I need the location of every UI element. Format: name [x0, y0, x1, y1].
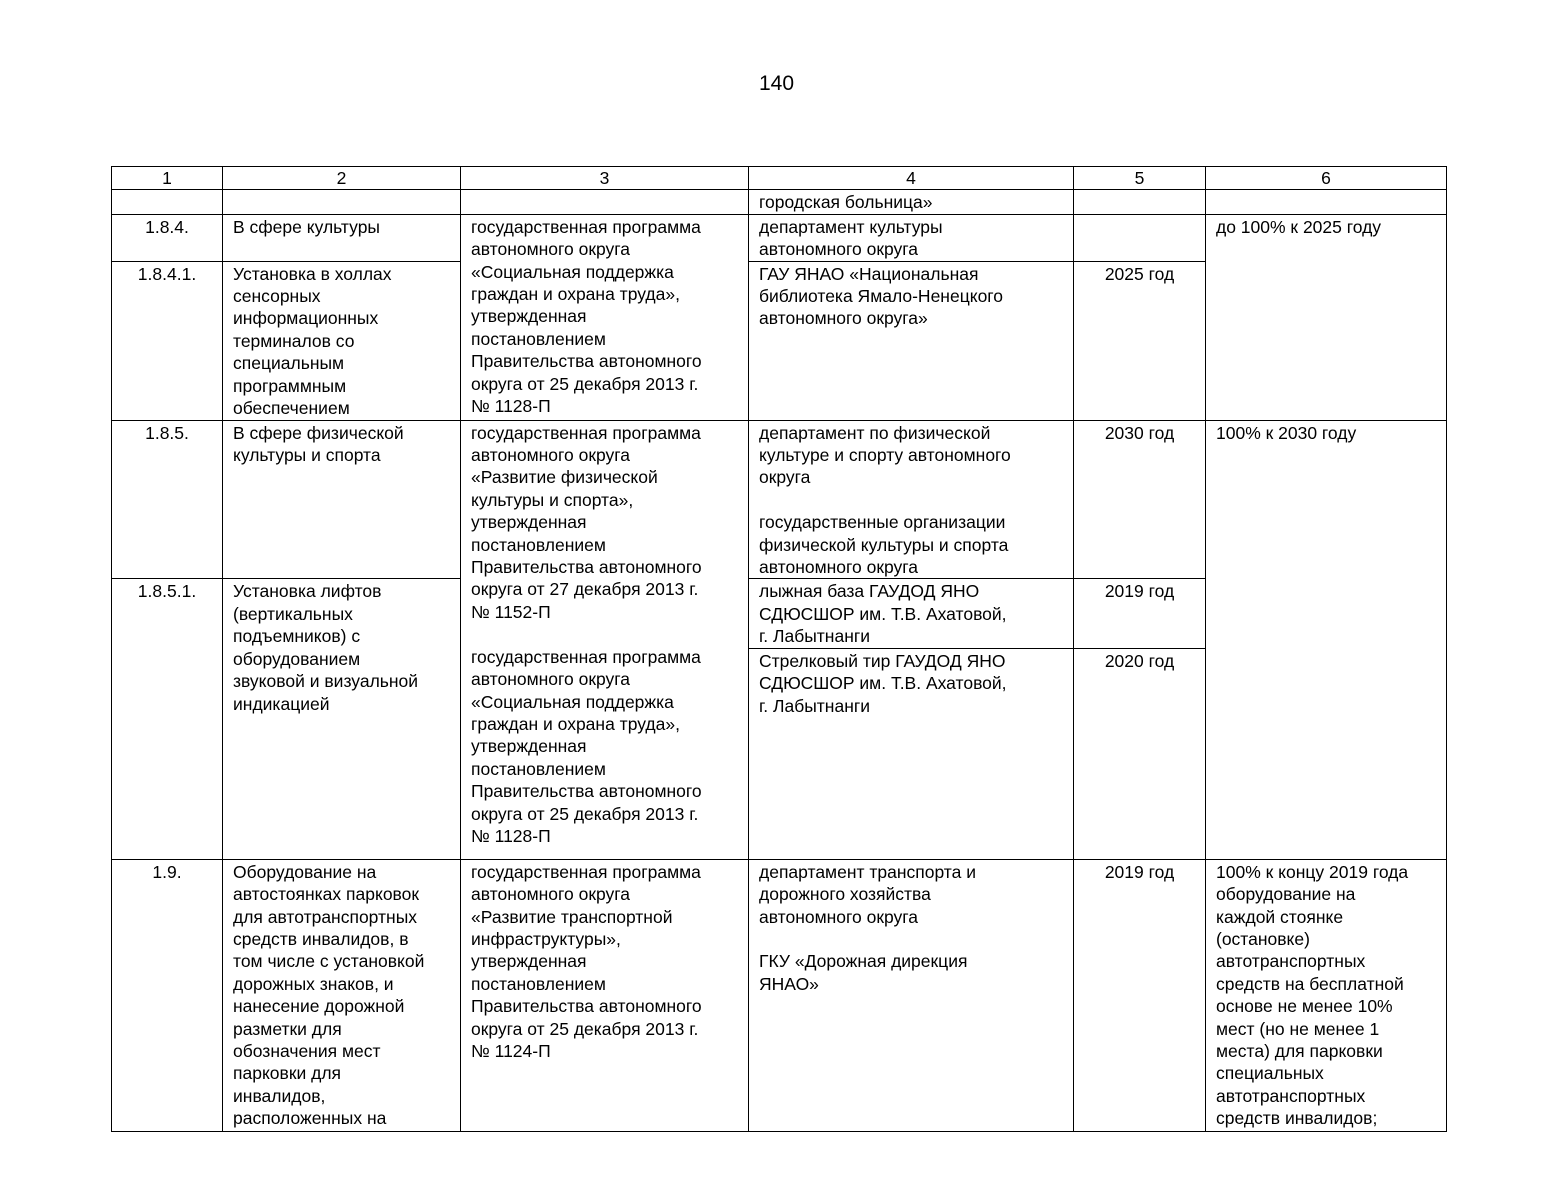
cell-term: 2020 год [1074, 648, 1206, 859]
cell-executor: департамент культуры автономного округа [749, 214, 1074, 261]
cell-term: 2025 год [1074, 261, 1206, 420]
measures-table [111, 166, 1447, 1132]
cell-num: 1.8.5. [112, 420, 223, 579]
cell-name: Оборудование на автостоянках парковок для автотранспортных средств инвалидов, в том числе с установкой дорожных знаков, и нанесение дорожной разметки для обозначения мест парковки для инвалидов, расположенных на [223, 859, 461, 1131]
cell-num: 1.8.4.1. [112, 261, 223, 420]
cell-executor: ГАУ ЯНАО «Национальная библиотека Ямало-Ненецкого автономного округа» [749, 261, 1074, 420]
cell-name [223, 190, 461, 214]
cell-program [461, 190, 749, 214]
cell-target: 100% к 2030 году [1206, 420, 1447, 859]
table-header-row [112, 167, 1447, 190]
cell-executor: департамент по физической культуре и спорту автономного округа государственные организации физической культуры и спорта автономного округа [749, 420, 1074, 579]
cell-program: государственная программа автономного округа «Развитие физической культуры и спорта», утвержденная постановлением Правительства автономного округа от 27 декабря 2013 г. № 1152-П государственная программа автономного округа «Социальная поддержка граждан и охрана труда», утвержденная постановлением Правительства автономного округа от 25 декабря 2013 г. № 1128-П [461, 420, 749, 859]
cell-target [1206, 190, 1447, 214]
cell-name: В сфере физической культуры и спорта [223, 420, 461, 579]
cell-term: 2019 год [1074, 579, 1206, 648]
cell-program: государственная программа автономного округа «Развитие транспортной инфраструктуры», утвержденная постановлением Правительства автономного округа от 25 декабря 2013 г. № 1124-П [461, 859, 749, 1131]
cell-term: 2019 год [1074, 859, 1206, 1131]
cell-target: до 100% к 2025 году [1206, 214, 1447, 420]
cell-name: В сфере культуры [223, 214, 461, 261]
cell-term [1074, 214, 1206, 261]
page-number: 140 [758, 72, 795, 95]
cell-executor: лыжная база ГАУДОД ЯНО СДЮСШОР им. Т.В. Ахатовой, г. Лабытнанги [749, 579, 1074, 648]
cell-term [1074, 190, 1206, 214]
table-row [112, 859, 1447, 1131]
cell-name: Установка лифтов (вертикальных подъемников) с оборудованием звуковой и визуальной индикацией [223, 579, 461, 859]
cell-num: 1.8.5.1. [112, 579, 223, 859]
cell-executor: Стрелковый тир ГАУДОД ЯНО СДЮСШОР им. Т.В. Ахатовой, г. Лабытнанги [749, 648, 1074, 859]
cell-executor: городская больница» [749, 190, 1074, 214]
cell-term: 2030 год [1074, 420, 1206, 579]
table-row [112, 214, 1447, 261]
cell-num [112, 190, 223, 214]
header-cell-1: 1 [112, 167, 223, 190]
cell-program: государственная программа автономного округа «Социальная поддержка граждан и охрана труда», утвержденная постановлением Правительства автономного округа от 25 декабря 2013 г. № 1128-П [461, 214, 749, 420]
table-row [112, 420, 1447, 579]
header-cell-4: 4 [749, 167, 1074, 190]
header-cell-6: 6 [1206, 167, 1447, 190]
cell-num: 1.9. [112, 859, 223, 1131]
cell-name: Установка в холлах сенсорных информационных терминалов со специальным программным обеспечением [223, 261, 461, 420]
header-cell-5: 5 [1074, 167, 1206, 190]
table-row [112, 190, 1447, 214]
header-cell-3: 3 [461, 167, 749, 190]
header-cell-2: 2 [223, 167, 461, 190]
cell-target: 100% к концу 2019 года оборудование на каждой стоянке (остановке) автотранспортных средств на бесплатной основе не менее 10% мест (но не менее 1 места) для парковки специальных автотранспортных средств инвалидов; [1206, 859, 1447, 1131]
cell-num: 1.8.4. [112, 214, 223, 261]
cell-executor: департамент транспорта и дорожного хозяйства автономного округа ГКУ «Дорожная дирекция ЯНАО» [749, 859, 1074, 1131]
